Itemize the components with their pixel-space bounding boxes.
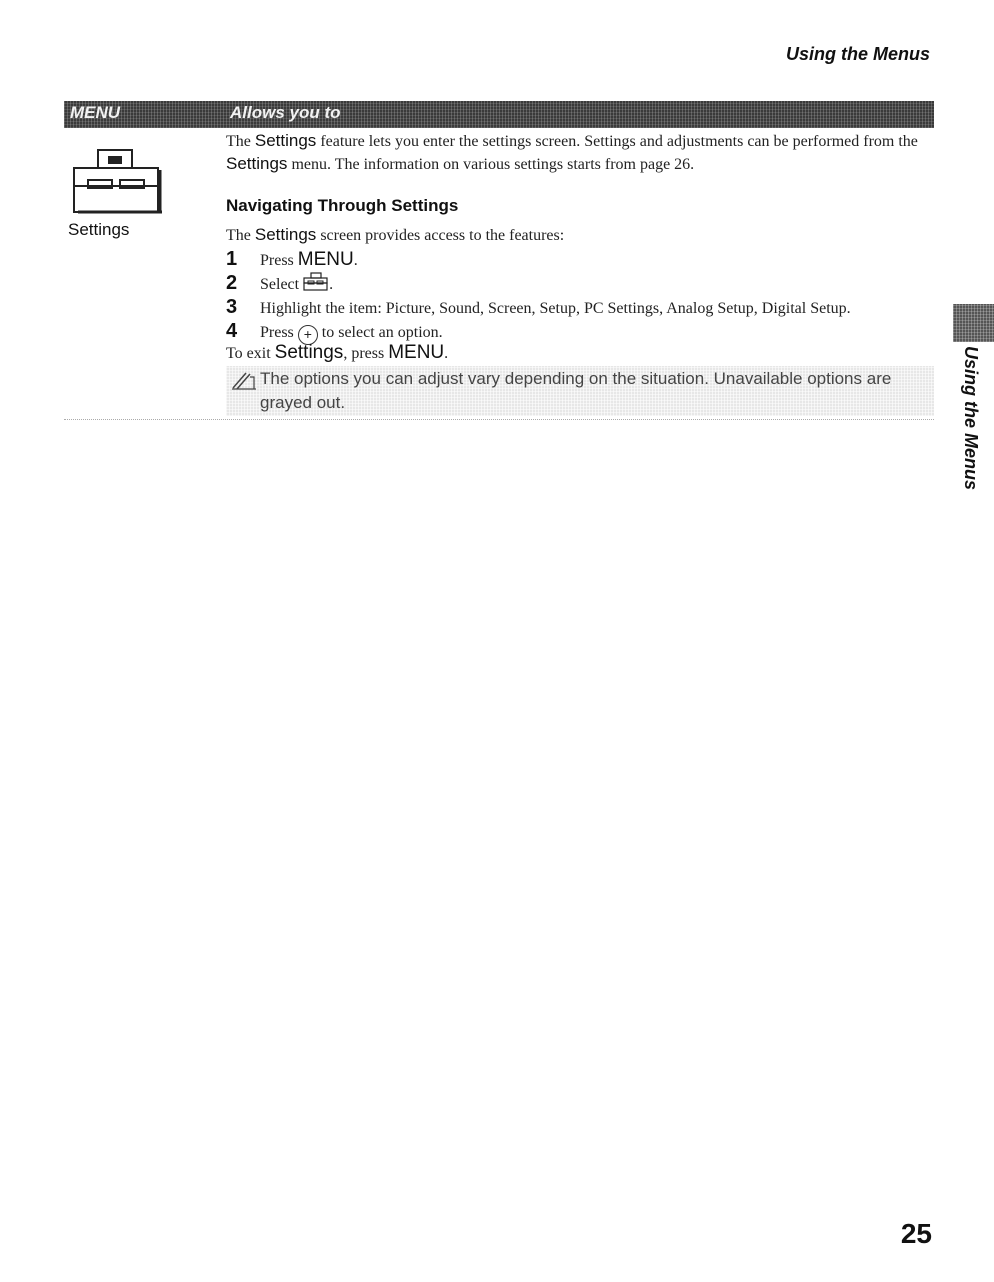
step-number: 4 bbox=[226, 320, 238, 342]
settings-toolbox-icon bbox=[303, 272, 329, 297]
exit-line bbox=[226, 342, 448, 364]
text: feature lets you enter the settings screen. Settings and adjustments can be performed from the bbox=[316, 133, 918, 150]
step-number: 3 bbox=[226, 296, 238, 318]
menu-item-label: Settings bbox=[68, 220, 130, 239]
keyword-settings: Settings bbox=[226, 154, 288, 173]
step-number: 1 bbox=[226, 248, 238, 270]
table-header bbox=[64, 101, 934, 128]
keyword-settings: Settings bbox=[254, 225, 317, 244]
section-tab-marker bbox=[953, 304, 994, 342]
side-tab-label: Using the Menus bbox=[961, 346, 981, 491]
text: , press bbox=[343, 345, 389, 362]
text: . bbox=[444, 345, 449, 362]
text: screen provides access to the features: bbox=[316, 227, 565, 244]
step bbox=[226, 248, 938, 272]
text: The bbox=[226, 133, 255, 150]
running-head: Using the Menus bbox=[785, 44, 930, 64]
keyword-menu: MENU bbox=[388, 342, 445, 363]
text: The bbox=[226, 227, 255, 244]
text: . bbox=[329, 276, 334, 293]
note-text: The options you can adjust vary depending on the situation. Unavailable options are grayed out. bbox=[260, 369, 892, 412]
note-pencil-icon bbox=[230, 369, 258, 396]
plus-button-icon: + bbox=[298, 325, 318, 345]
keyword-settings: Settings bbox=[254, 131, 317, 150]
keyword-settings: Settings bbox=[274, 342, 344, 363]
section-subheading: Navigating Through Settings bbox=[226, 196, 459, 215]
column-header-menu: MENU bbox=[70, 103, 121, 122]
step bbox=[226, 320, 938, 344]
step-number: 2 bbox=[226, 272, 238, 294]
step bbox=[226, 296, 938, 320]
step-text: Highlight the item: Picture, Sound, Screen, Setup, PC Settings, Analog Setup, Digital Setup. bbox=[260, 300, 851, 317]
page-number: 25 bbox=[900, 1218, 932, 1249]
text: Select bbox=[260, 276, 300, 293]
settings-toolbox-icon bbox=[70, 146, 166, 223]
step-text bbox=[260, 272, 333, 297]
keyword-menu: MENU bbox=[297, 249, 354, 270]
provides-line bbox=[226, 224, 564, 247]
text: Press bbox=[260, 324, 294, 341]
step bbox=[226, 272, 938, 296]
text: To exit bbox=[226, 345, 275, 362]
text: to select an option. bbox=[321, 324, 443, 341]
divider bbox=[64, 419, 934, 420]
note-box bbox=[226, 366, 934, 416]
intro-paragraph bbox=[226, 130, 938, 176]
text: Press bbox=[260, 252, 298, 269]
text: . bbox=[353, 252, 358, 269]
step-text bbox=[260, 249, 358, 271]
text: menu. The information on various settings starts from page 26. bbox=[287, 156, 695, 173]
column-header-allows: Allows you to bbox=[230, 103, 341, 122]
steps-list bbox=[226, 248, 938, 344]
